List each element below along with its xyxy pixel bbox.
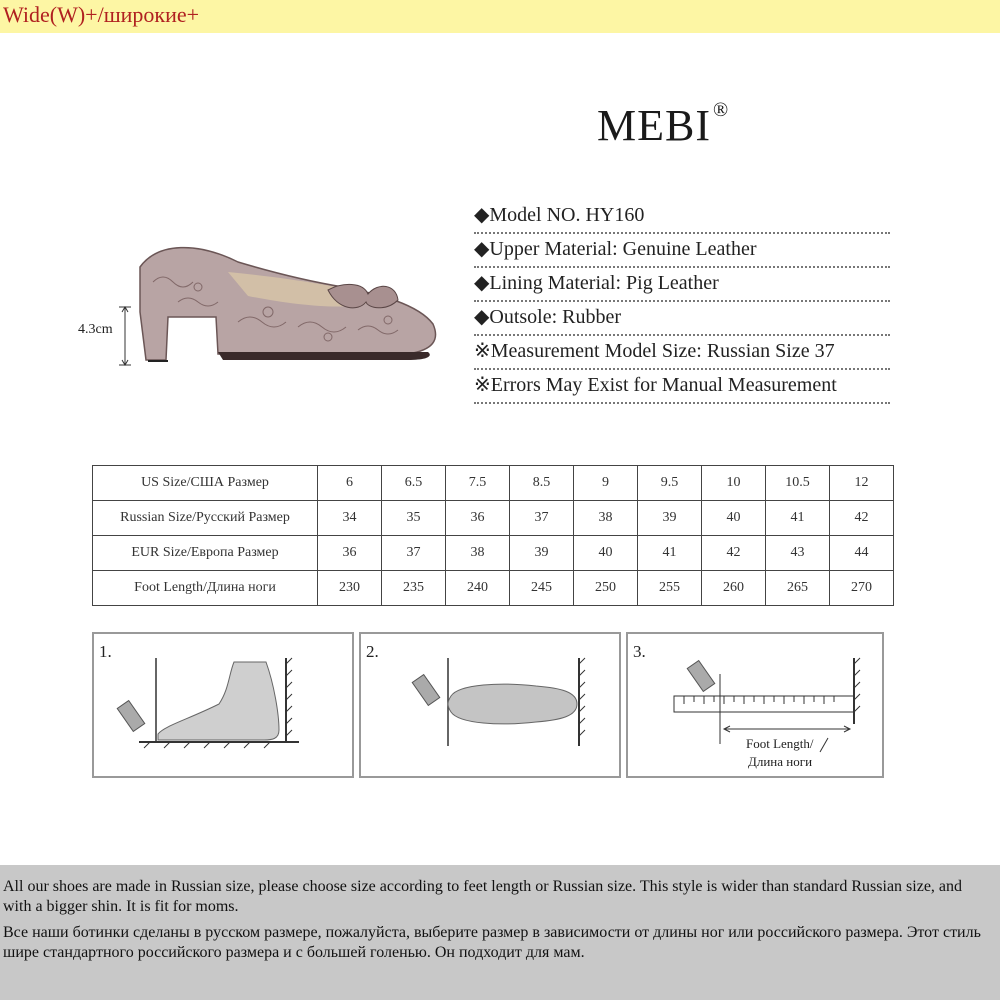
spec-model: ◆Model NO. HY160 (474, 200, 890, 234)
size-cell: 37 (382, 536, 446, 571)
notes-footer (0, 865, 1000, 1000)
size-row-label: EUR Size/Европа Размер (93, 536, 318, 571)
size-cell: 35 (382, 501, 446, 536)
size-cell: 42 (830, 501, 894, 536)
size-cell: 270 (830, 571, 894, 606)
size-cell: 10 (702, 466, 766, 501)
size-cell: 41 (766, 501, 830, 536)
spec-errors-note: ※Errors May Exist for Manual Measurement (474, 370, 890, 404)
size-cell: 240 (446, 571, 510, 606)
size-cell: 250 (574, 571, 638, 606)
heel-height-label: 4.3cm (78, 322, 113, 337)
size-row (93, 536, 894, 571)
size-row-label: Russian Size/Русский Размер (93, 501, 318, 536)
size-row (93, 571, 894, 606)
size-cell: 38 (574, 501, 638, 536)
note-russian: Все наши ботинки сделаны в русском размере, пожалуйста, выберите размер в зависимости от длины ног или российского размера. Этот стиль шире стандартного российского размера и с большей голенью. Он подходит для мам. (3, 924, 981, 961)
size-row (93, 466, 894, 501)
size-cell: 40 (574, 536, 638, 571)
size-cell: 9.5 (638, 466, 702, 501)
foot-length-label-en: Foot Length/ (746, 736, 814, 751)
size-cell: 39 (510, 536, 574, 571)
shoe-image (128, 212, 448, 387)
foot-top-diagram (361, 634, 619, 776)
size-cell: 10.5 (766, 466, 830, 501)
spec-lining: ◆Lining Material: Pig Leather (474, 268, 890, 302)
size-cell: 43 (766, 536, 830, 571)
size-cell: 34 (318, 501, 382, 536)
size-cell: 6.5 (382, 466, 446, 501)
note-english: All our shoes are made in Russian size, please choose size according to feet length or Russian size. This style is wider than standard Russian size, and with a bigger shin. It is fit for moms. (3, 878, 963, 915)
size-row (93, 501, 894, 536)
registered-mark: ® (713, 99, 730, 122)
size-cell: 8.5 (510, 466, 574, 501)
spec-outsole: ◆Outsole: Rubber (474, 302, 890, 336)
spec-upper: ◆Upper Material: Genuine Leather (474, 234, 890, 268)
size-cell: 9 (574, 466, 638, 501)
size-row-label: US Size/США Размер (93, 466, 318, 501)
step-1-panel (92, 632, 354, 778)
step-2-panel (359, 632, 621, 778)
size-cell: 40 (702, 501, 766, 536)
brand-logo (597, 100, 729, 151)
foot-length-label-ru: Длина ноги (748, 754, 813, 769)
size-cell: 38 (446, 536, 510, 571)
brand-name: MEBI (597, 101, 711, 150)
size-cell: 44 (830, 536, 894, 571)
size-cell: 39 (638, 501, 702, 536)
size-cell: 36 (446, 501, 510, 536)
step-3-panel (626, 632, 884, 778)
size-cell: 12 (830, 466, 894, 501)
top-banner (0, 0, 1000, 33)
size-cell: 255 (638, 571, 702, 606)
size-cell: 260 (702, 571, 766, 606)
foot-side-diagram (94, 634, 352, 776)
size-cell: 230 (318, 571, 382, 606)
size-cell: 6 (318, 466, 382, 501)
size-cell: 7.5 (446, 466, 510, 501)
size-table (92, 465, 894, 606)
size-cell: 42 (702, 536, 766, 571)
size-cell: 235 (382, 571, 446, 606)
size-cell: 36 (318, 536, 382, 571)
step-1-number: 1. (99, 642, 112, 661)
size-cell: 41 (638, 536, 702, 571)
spec-measurement-size: ※Measurement Model Size: Russian Size 37 (474, 336, 890, 370)
size-row-label: Foot Length/Длина ноги (93, 571, 318, 606)
step-2-number: 2. (366, 642, 379, 661)
spec-list (474, 200, 890, 404)
size-cell: 265 (766, 571, 830, 606)
size-cell: 37 (510, 501, 574, 536)
banner-text: Wide(W)+/широкие+ (3, 2, 200, 27)
step-3-number: 3. (633, 642, 646, 661)
size-cell: 245 (510, 571, 574, 606)
